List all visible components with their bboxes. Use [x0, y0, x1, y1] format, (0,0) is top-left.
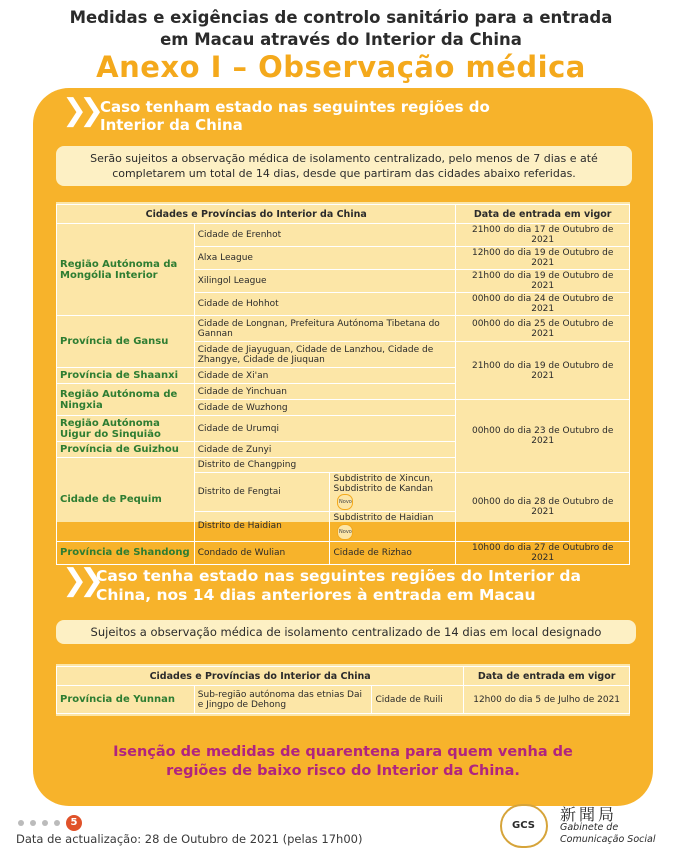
col-region-header: Cidades e Províncias do Interior da China	[57, 667, 464, 686]
date-cell: 21h00 do dia 19 de Outubro de 2021	[456, 342, 630, 400]
page-dot[interactable]	[30, 820, 36, 826]
place-cell: Sub-região autónoma das etnias Dai e Jingpo de Dehong	[194, 686, 372, 714]
region-cell: Província de Guizhou	[57, 442, 195, 458]
place-cell: Alxa League	[194, 247, 456, 270]
logo-name-line2: Comunicação Social	[560, 834, 656, 845]
date-cell: 21h00 do dia 17 de Outubro de 2021	[456, 224, 630, 247]
subdistrict-cell: Subdistrito de Xincun, Subdistrito de KandanNovo	[330, 473, 456, 512]
place-cell: Xilingol League	[194, 270, 456, 293]
new-badge: Novo	[337, 524, 353, 540]
header-title-line2: em Macau através do Interior da China	[160, 30, 522, 49]
place-cell: Distrito de Haidian	[194, 512, 330, 542]
place-cell: Distrito de Fengtai	[194, 473, 330, 512]
section1-table	[56, 204, 630, 565]
region-cell: Região Autónoma de Ningxia	[57, 384, 195, 416]
place-cell: Cidade de Yinchuan	[194, 384, 456, 400]
place-cell: Cidade de Xi'an	[194, 368, 456, 384]
page-dot[interactable]	[42, 820, 48, 826]
update-date: Data de actualização: 28 de Outubro de 2021 (pelas 17h00)	[16, 832, 363, 846]
place-cell: Cidade de Rizhao	[330, 541, 456, 564]
place-cell: Cidade de Longnan, Prefeitura Autónoma Tibetana do Gannan	[194, 316, 456, 342]
section2-heading: Caso tenha estado nas seguintes regiões do Interior da China, nos 14 dias anteriores à entrada em Macau	[96, 567, 581, 604]
region-cell: Cidade de Pequim	[57, 458, 195, 542]
place-cell: Condado de Wulian	[194, 541, 330, 564]
region-cell: Região Autónoma Uigur do Sinquião	[57, 416, 195, 442]
logo-chinese-name: 新聞局	[560, 805, 618, 824]
section1-heading: Caso tenham estado nas seguintes regiões do Interior da China	[100, 98, 490, 134]
date-cell: 00h00 do dia 25 de Outubro de 2021	[456, 316, 630, 342]
date-cell: 21h00 do dia 19 de Outubro de 2021	[456, 270, 630, 293]
region-cell: Província de Shaanxi	[57, 368, 195, 384]
region-cell: Província de Gansu	[57, 316, 195, 368]
place-cell: Cidade de Erenhot	[194, 224, 456, 247]
date-cell: 00h00 do dia 24 de Outubro de 2021	[456, 293, 630, 316]
place-cell: Cidade de Zunyi	[194, 442, 456, 458]
subdistrict-cell: Subdistrito de HaidianNovo	[330, 512, 456, 542]
date-cell: 10h00 do dia 27 de Outubro de 2021	[456, 541, 630, 564]
date-cell: 12h00 do dia 19 de Outubro de 2021	[456, 247, 630, 270]
header-title-line1: Medidas e exigências de controlo sanitário para a entrada	[69, 8, 613, 27]
date-cell: 00h00 do dia 23 de Outubro de 2021	[456, 400, 630, 473]
annex-title: Anexo I – Observação médica	[96, 50, 586, 84]
page-dot[interactable]	[54, 820, 60, 826]
place-cell: Cidade de Urumqi	[194, 416, 456, 442]
logo-name-line1: Gabinete de	[560, 822, 619, 833]
page-indicator	[18, 812, 82, 831]
section1-notice: Serão sujeitos a observação médica de isolamento centralizado, pelo menos de 7 dias e até completarem um total de 14 dias, desde que partiram das cidades abaixo referidas.	[56, 146, 632, 186]
logo-mark: GCS	[512, 820, 535, 831]
date-cell: 00h00 do dia 28 de Outubro de 2021	[456, 473, 630, 542]
section2-notice: Sujeitos a observação médica de isolamento centralizado de 14 dias em local designado	[56, 620, 636, 644]
place-cell: Cidade de Ruili	[372, 686, 464, 714]
chevron-icon: ❯❯	[62, 93, 97, 128]
gcs-logo	[500, 798, 680, 850]
col-date-header: Data de entrada em vigor	[456, 205, 630, 224]
new-badge: Novo	[337, 494, 353, 510]
section2-table	[56, 666, 630, 714]
page-dot[interactable]	[18, 820, 24, 826]
region-cell: Província de Yunnan	[57, 686, 195, 714]
date-cell: 12h00 do dia 5 de Julho de 2021	[464, 686, 630, 714]
place-cell: Cidade de Wuzhong	[194, 400, 456, 416]
current-page-badge[interactable]: 5	[66, 815, 82, 831]
place-cell: Cidade de Hohhot	[194, 293, 456, 316]
col-date-header: Data de entrada em vigor	[464, 667, 630, 686]
exemption-note: Isenção de medidas de quarentena para quem venha de regiões de baixo risco do Interior da China.	[113, 744, 573, 779]
place-cell: Cidade de Jiayuguan, Cidade de Lanzhou, Cidade de Zhangye, Cidade de Jiuquan	[194, 342, 456, 368]
col-region-header: Cidades e Províncias do Interior da China	[57, 205, 456, 224]
place-cell: Distrito de Changping	[194, 458, 456, 473]
region-cell: Província de Shandong	[57, 541, 195, 564]
region-cell: Região Autónoma da Mongólia Interior	[57, 224, 195, 316]
chevron-icon: ❯❯	[62, 563, 97, 598]
